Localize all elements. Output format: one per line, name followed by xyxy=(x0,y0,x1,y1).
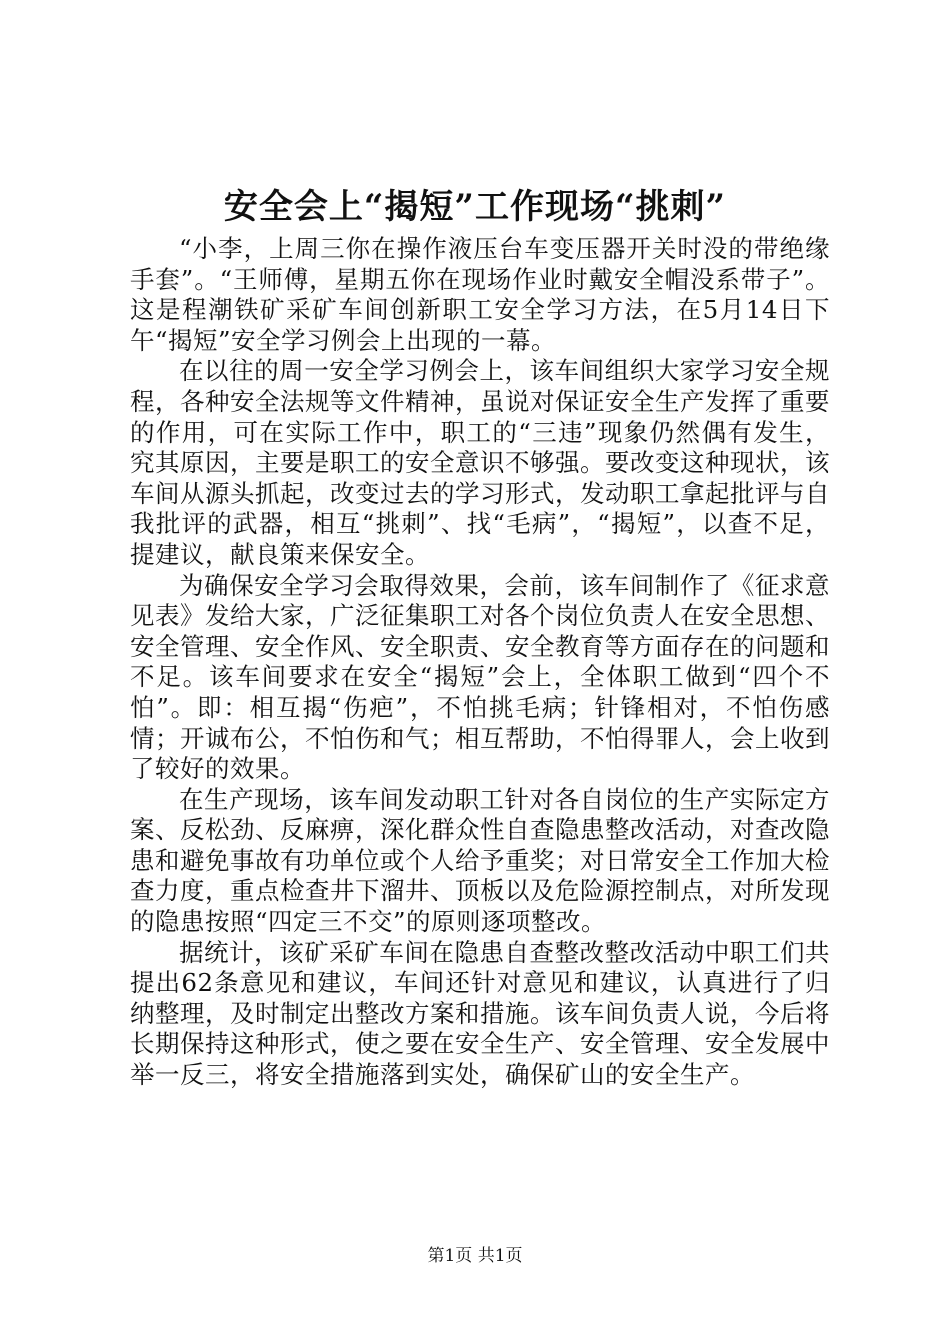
paragraph: 在生产现场，该车间发动职工针对各自岗位的生产实际定方案、反松劲、反麻痹，深化群众性自查隐患整改活动，对查改隐患和避免事故有功单位或个人给予重奖；对日常安全工作加大检查力度，重点检查井下溜井、顶板以及危险源控制点，对所发现的隐患按照“四定三不交”的原则逐项整改。 xyxy=(130,784,830,937)
document-title: 安全会上“揭短”工作现场“挑刺” xyxy=(223,187,727,227)
paragraph: 在以往的周一安全学习例会上，该车间组织大家学习安全规程，各种安全法规等文件精神，虽说对保证安全生产发挥了重要的作用，可在实际工作中，职工的“三违”现象仍然偶有发生，究其原因，主要是职工的安全意识不够强。要改变这种现状，该车间从源头抓起，改变过去的学习形式，发动职工拿起批评与自我批评的武器，相互“挑刺”、找“毛病”，“揭短”，以查不足，提建议，献良策来保安全。 xyxy=(130,356,830,569)
page-footer: 第1页 共1页 xyxy=(427,1246,523,1266)
document-body xyxy=(130,234,830,1091)
paragraph: “小李，上周三你在操作液压台车变压器开关时没的带绝缘手套”。“王师傅，星期五你在现场作业时戴安全帽没系带子”。这是程潮铁矿采矿车间创新职工安全学习方法，在5月14日下午“揭短”安全学习例会上出现的一幕。 xyxy=(130,234,830,355)
paragraph: 为确保安全学习会取得效果，会前，该车间制作了《征求意见表》发给大家，广泛征集职工对各个岗位负责人在安全思想、安全管理、安全作风、安全职责、安全教育等方面存在的问题和不足。该车间要求在安全“揭短”会上，全体职工做到“四个不怕”。即：相互揭“伤疤”，不怕挑毛病；针锋相对，不怕伤感情；开诚布公，不怕伤和气；相互帮助，不怕得罪人，会上收到了较好的效果。 xyxy=(130,570,830,784)
paragraph: 据统计，该矿采矿车间在隐患自查整改整改活动中职工们共提出62条意见和建议，车间还针对意见和建议，认真进行了归纳整理，及时制定出整改方案和措施。该车间负责人说，今后将长期保持这种形式，使之要在安全生产、安全管理、安全发展中举一反三，将安全措施落到实处，确保矿山的安全生产。 xyxy=(130,937,830,1090)
